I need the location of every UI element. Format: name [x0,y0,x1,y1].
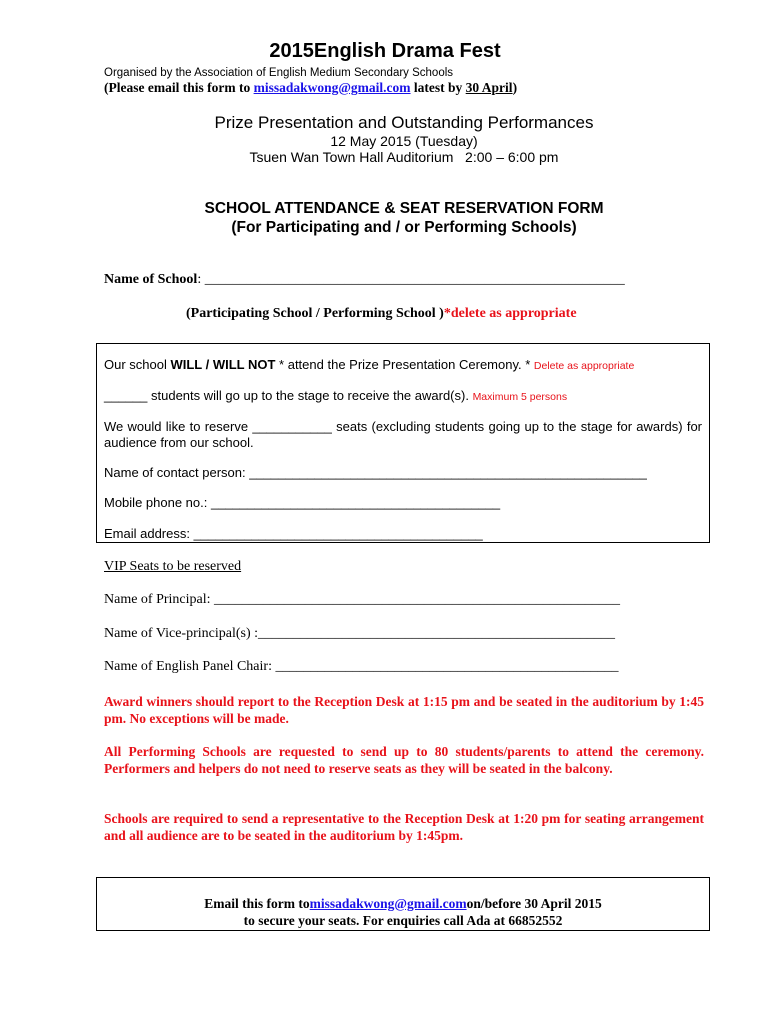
footer-suffix: on/before 30 April 2015 [466,896,602,911]
reserve-seats-field[interactable]: We would like to reserve ___________ seats (excluding students going up to the stage for awards) for audience from our school. [104,419,702,450]
email-link[interactable]: missadakwong@gmail.com [253,80,411,95]
attendance-box [96,343,710,543]
event-venue: Tsuen Wan Town Hall Auditorium 2:00 – 6:00 pm [249,149,559,165]
vice-principal-field[interactable]: Name of Vice-principal(s) :___________________________________________________ [104,626,616,641]
will-suffix: * attend the Prize Presentation Ceremony. * [275,357,534,372]
footer-enquiry-line: to secure your seats. For enquiries call Ada at 66852552 [243,913,563,928]
performing-schools-note: All Performing Schools are requested to send up to 80 students/parents to attend the ceremony. Performers and helpers do not need to reserve seats as they will be seated in the balcony. [104,744,704,776]
will-note: Delete as appropriate [533,360,635,372]
attendance-will-line [104,357,634,372]
form-subtitle: (For Participating and / or Performing Schools) [231,219,577,236]
footer-email-line [97,896,709,912]
stage-students-note: Maximum 5 persons [472,391,568,403]
email-instruction-mid: latest by [410,80,466,95]
panel-chair-field[interactable]: Name of English Panel Chair: _________________________________________________ [104,659,619,674]
vip-heading: VIP Seats to be reserved [104,559,242,574]
stage-students-line[interactable] [104,388,567,403]
award-winners-note: Award winners should report to the Reception Desk at 1:15 pm and be seated in the auditorium by 1:45 pm. No exceptions will be made. [104,694,704,726]
organiser-text: Organised by the Association of English Medium Secondary Schools [104,67,454,79]
page-title: 2015English Drama Fest [269,40,501,62]
event-title: Prize Presentation and Outstanding Performances [214,113,594,132]
footer-box [96,877,710,931]
school-name-field[interactable] [104,272,625,288]
footer-email-link[interactable]: missadakwong@gmail.com [309,896,467,911]
will-options[interactable]: WILL / WILL NOT [170,357,276,372]
email-instruction [104,80,517,96]
form-title: SCHOOL ATTENDANCE & SEAT RESERVATION FORM [204,200,604,217]
email-address-field[interactable]: Email address: ________________________________________ [104,526,483,541]
school-type-note: *delete as appropriate [443,306,577,321]
email-instruction-prefix: (Please email this form to [104,80,254,95]
deadline-text: 30 April [465,80,513,95]
stage-students-text[interactable]: ______ students will go up to the stage to receive the award(s). [104,388,473,403]
school-type-options[interactable]: (Participating School / Performing School ) [186,306,444,321]
footer-prefix: Email this form to [204,896,310,911]
contact-person-field[interactable]: Name of contact person: _______________________________________________________ [104,465,647,480]
representative-note: Schools are required to send a representative to the Reception Desk at 1:20 pm for seating arrangement and all audience are to be seated in the auditorium by 1:45pm. [104,811,704,843]
email-instruction-suffix: ) [512,80,518,95]
will-prefix: Our school [104,357,171,372]
event-date: 12 May 2015 (Tuesday) [330,133,478,149]
school-type-line [186,306,577,322]
principal-field[interactable]: Name of Principal: __________________________________________________________ [104,592,621,607]
school-name-blank[interactable]: : ____________________________________________________________ [197,272,625,287]
school-name-label: Name of School [104,272,198,287]
mobile-phone-field[interactable]: Mobile phone no.: ________________________________________ [104,495,501,510]
